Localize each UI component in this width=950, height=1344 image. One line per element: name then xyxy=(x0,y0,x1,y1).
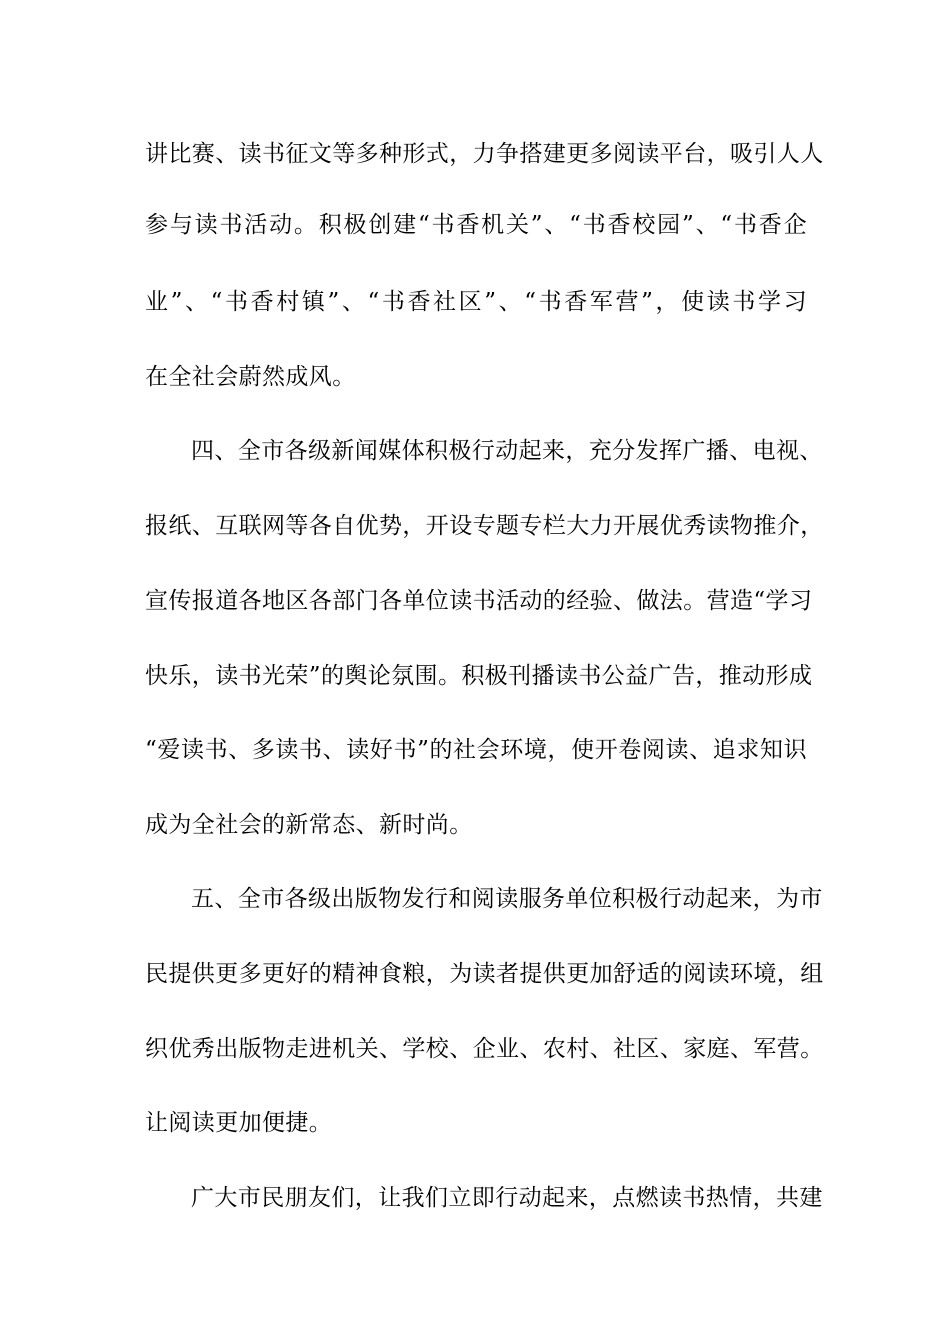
text-line: 民提供更多更好的精神食粮，为读者提供更加舒适的阅读环境，组 xyxy=(145,961,824,987)
paragraph-start-line: 五、全市各级出版物发行和阅读服务单位积极行动起来，为市 xyxy=(191,886,823,912)
text-line: 业”、“书香村镇”、“书香社区”、“书香军营”，使读书学习 xyxy=(145,289,807,315)
text-line: 织优秀出版物走进机关、学校、企业、农村、社区、家庭、军营。 xyxy=(145,1036,824,1062)
text-line: 让阅读更加便捷。 xyxy=(145,1110,333,1136)
text-line: 参与读书活动。积极创建“书香机关”、“书香校园”、“书香企 xyxy=(145,212,807,238)
text-line: 讲比赛、读书征文等多种形式，力争搭建更多阅读平台，吸引人人 xyxy=(145,141,824,167)
paragraph-start-line: 四、全市各级新闻媒体积极行动起来，充分发挥广播、电视、 xyxy=(191,438,823,464)
text-line: “爱读书、多读书、读好书”的社会环境，使开卷阅读、追求知识 xyxy=(145,737,807,763)
paragraph-start-line: 广大市民朋友们，让我们立即行动起来，点燃读书热情，共建 xyxy=(191,1185,823,1211)
text-line: 快乐，读书光荣”的舆论氛围。积极刊播读书公益广告，推动形成 xyxy=(145,663,813,689)
text-line: 报纸、互联网等各自优势，开设专题专栏大力开展优秀读物推介， xyxy=(145,513,824,539)
text-line: 成为全社会的新常态、新时尚。 xyxy=(145,812,473,838)
text-line: 宣传报道各地区各部门各单位读书活动的经验、做法。营造“学习 xyxy=(145,588,813,614)
text-line: 在全社会蔚然成风。 xyxy=(145,364,356,390)
